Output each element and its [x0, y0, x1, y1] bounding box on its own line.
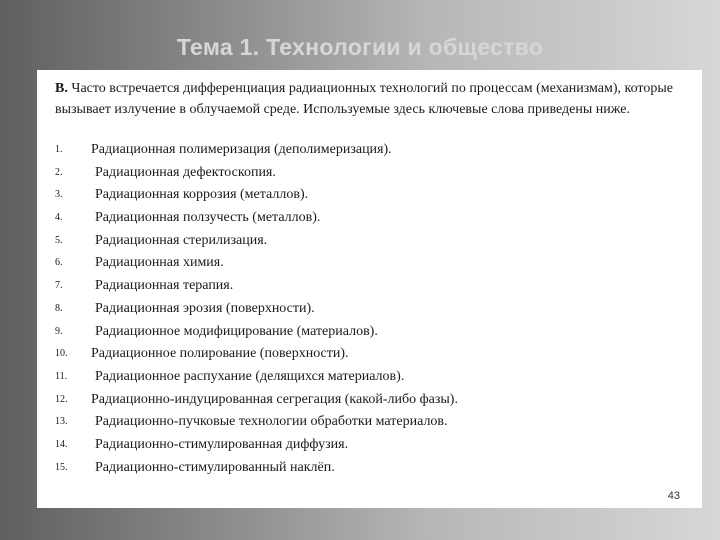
list-item-number: 2.: [55, 166, 63, 178]
page-number: 43: [667, 490, 680, 502]
slide-title: Тема 1. Технологии и общество: [176, 34, 544, 60]
list-item: [55, 389, 685, 412]
list-item-text: Радиационно-стимулированный наклёп.: [95, 459, 335, 475]
list-item-number: 1.: [55, 144, 63, 155]
intro-text: Часто встречается дифференциация радиационных технологий по процессам (механизмам), которые вызывает излучение в облучаемой среде. Используемые здесь ключевые слова приведены ниже.: [55, 81, 673, 117]
list-item-number: 15.: [55, 461, 68, 473]
list-item-text: Радиационная стерилизация.: [95, 232, 268, 248]
list-item-text: Радиационная химия.: [95, 255, 224, 271]
list-item-text: Радиационная эрозия (поверхности).: [95, 300, 315, 316]
list-item: [55, 230, 685, 253]
list-item: [55, 298, 685, 321]
list-item: [55, 275, 685, 298]
list-item: [55, 207, 685, 230]
list-item-text: Радиационная коррозия (металлов).: [95, 187, 309, 203]
list-item-number: 13.: [55, 416, 68, 428]
list-item-text: Радиационная полимеризация (деполимеризация).: [91, 142, 392, 157]
list-item-number: 4.: [55, 212, 63, 224]
keyword-list: [55, 139, 685, 479]
intro-lead: В.: [55, 81, 68, 96]
list-item-text: Радиационное модифицирование (материалов).: [95, 323, 378, 339]
list-item-number: 12.: [55, 393, 68, 405]
intro-paragraph: [55, 78, 685, 120]
list-item-text: Радиационная терапия.: [95, 278, 234, 294]
list-item-number: 7.: [55, 280, 63, 292]
list-item-number: 3.: [55, 189, 63, 201]
list-item-number: 5.: [55, 234, 63, 246]
list-item: [55, 411, 685, 434]
list-item-text: Радиационно-индуцированная сегрегация (какой-либо фазы).: [91, 391, 458, 407]
list-item-number: 14.: [55, 438, 68, 450]
list-item-text: Радиационное распухание (делящихся материалов).: [95, 368, 405, 384]
list-item: [55, 184, 685, 207]
list-item: [55, 162, 685, 185]
list-item-text: Радиационное полирование (поверхности).: [91, 346, 349, 362]
list-item: [55, 321, 685, 344]
list-item: [55, 343, 685, 366]
list-item-text: Радиационная ползучесть (металлов).: [95, 210, 321, 226]
list-item: [55, 457, 685, 480]
list-item: [55, 434, 685, 457]
list-item-number: 10.: [55, 348, 68, 360]
list-item-number: 11.: [55, 370, 68, 382]
list-item-number: 6.: [55, 257, 63, 269]
list-item: [55, 139, 685, 162]
list-item-number: 8.: [55, 302, 63, 314]
list-item-text: Радиационно-стимулированная диффузия.: [95, 436, 349, 452]
list-item-number: 9.: [55, 325, 63, 337]
list-item-text: Радиационно-пучковые технологии обработки материалов.: [95, 414, 448, 430]
content-panel: [37, 70, 702, 508]
list-item: [55, 252, 685, 275]
list-item-text: Радиационная дефектоскопия.: [95, 164, 276, 180]
list-item: [55, 366, 685, 389]
